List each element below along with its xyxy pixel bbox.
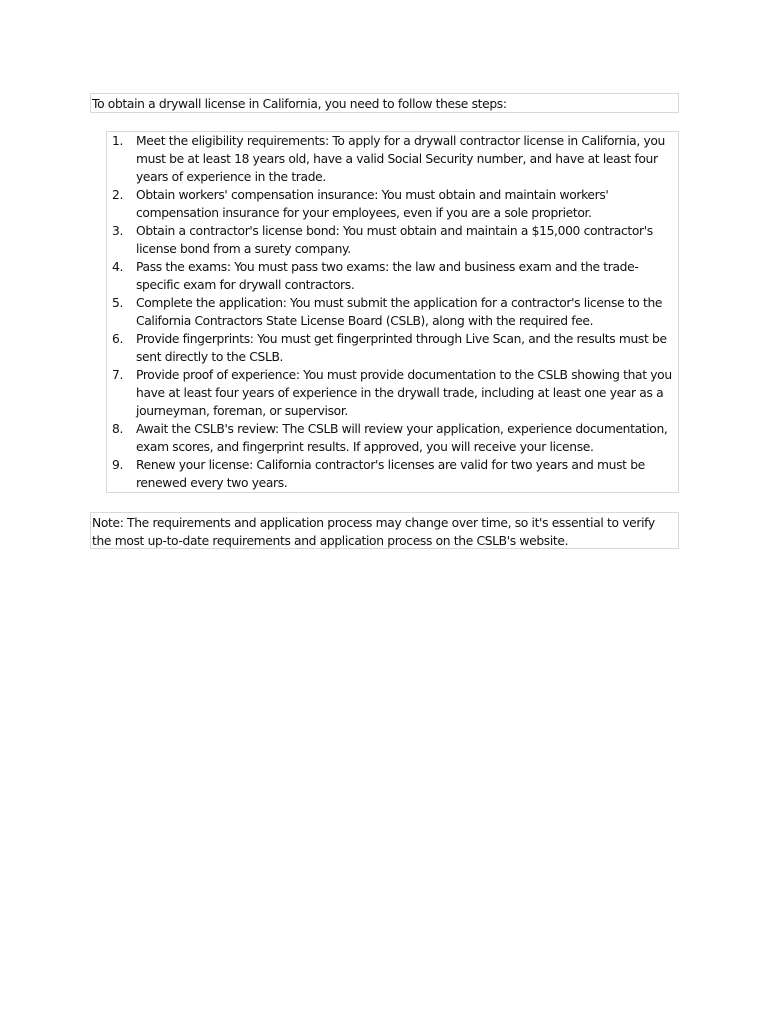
step-text: Provide proof of experience: You must provide documentation to the CSLB showing that you have at least four years of experience in the drywall trade, including at least one year as a journeyman, foreman, or supervisor.: [136, 368, 672, 418]
step-text: Await the CSLB's review: The CSLB will review your application, experience documentation, exam scores, and fingerprint results. If approved, you will receive your license.: [136, 422, 668, 454]
step-item-1: [107, 132, 678, 186]
step-number: 9.: [112, 458, 124, 472]
step-number: 4.: [112, 260, 124, 274]
step-number: 8.: [112, 422, 124, 436]
step-item-8: [107, 420, 678, 456]
step-number: 1.: [112, 134, 124, 148]
intro-paragraph: [90, 93, 679, 113]
step-text: Obtain workers' compensation insurance: You must obtain and maintain workers' compensation insurance for your employees, even if you are a sole proprietor.: [136, 188, 609, 220]
step-number: 5.: [112, 296, 124, 310]
step-text: Pass the exams: You must pass two exams: the law and business exam and the trade-specific exam for drywall contractors.: [136, 260, 639, 292]
step-item-9: [107, 456, 678, 492]
step-number: 7.: [112, 368, 124, 382]
step-item-6: [107, 330, 678, 366]
step-item-2: [107, 186, 678, 222]
step-text: Renew your license: California contractor's licenses are valid for two years and must be renewed every two years.: [136, 458, 645, 490]
step-item-4: [107, 258, 678, 294]
step-text: Meet the eligibility requirements: To apply for a drywall contractor license in California, you must be at least 18 years old, have a valid Social Security number, and have at least four years of experience in the trade.: [136, 134, 665, 184]
step-item-5: [107, 294, 678, 330]
note-text: Note: The requirements and application process may change over time, so it's essential to verify the most up-to-date requirements and application process on the CSLB's website.: [92, 516, 655, 548]
step-item-3: [107, 222, 678, 258]
step-text: Complete the application: You must submit the application for a contractor's license to the California Contractors State License Board (CSLB), along with the required fee.: [136, 296, 663, 328]
step-number: 6.: [112, 332, 124, 346]
step-text: Obtain a contractor's license bond: You must obtain and maintain a $15,000 contractor's license bond from a surety company.: [136, 224, 653, 256]
intro-text: To obtain a drywall license in California, you need to follow these steps:: [92, 97, 507, 111]
step-number: 2.: [112, 188, 124, 202]
note-paragraph: [90, 512, 679, 549]
steps-list: [107, 132, 678, 492]
steps-list-box: [106, 131, 679, 493]
step-number: 3.: [112, 224, 124, 238]
step-text: Provide fingerprints: You must get fingerprinted through Live Scan, and the results must be sent directly to the CSLB.: [136, 332, 667, 364]
step-item-7: [107, 366, 678, 420]
